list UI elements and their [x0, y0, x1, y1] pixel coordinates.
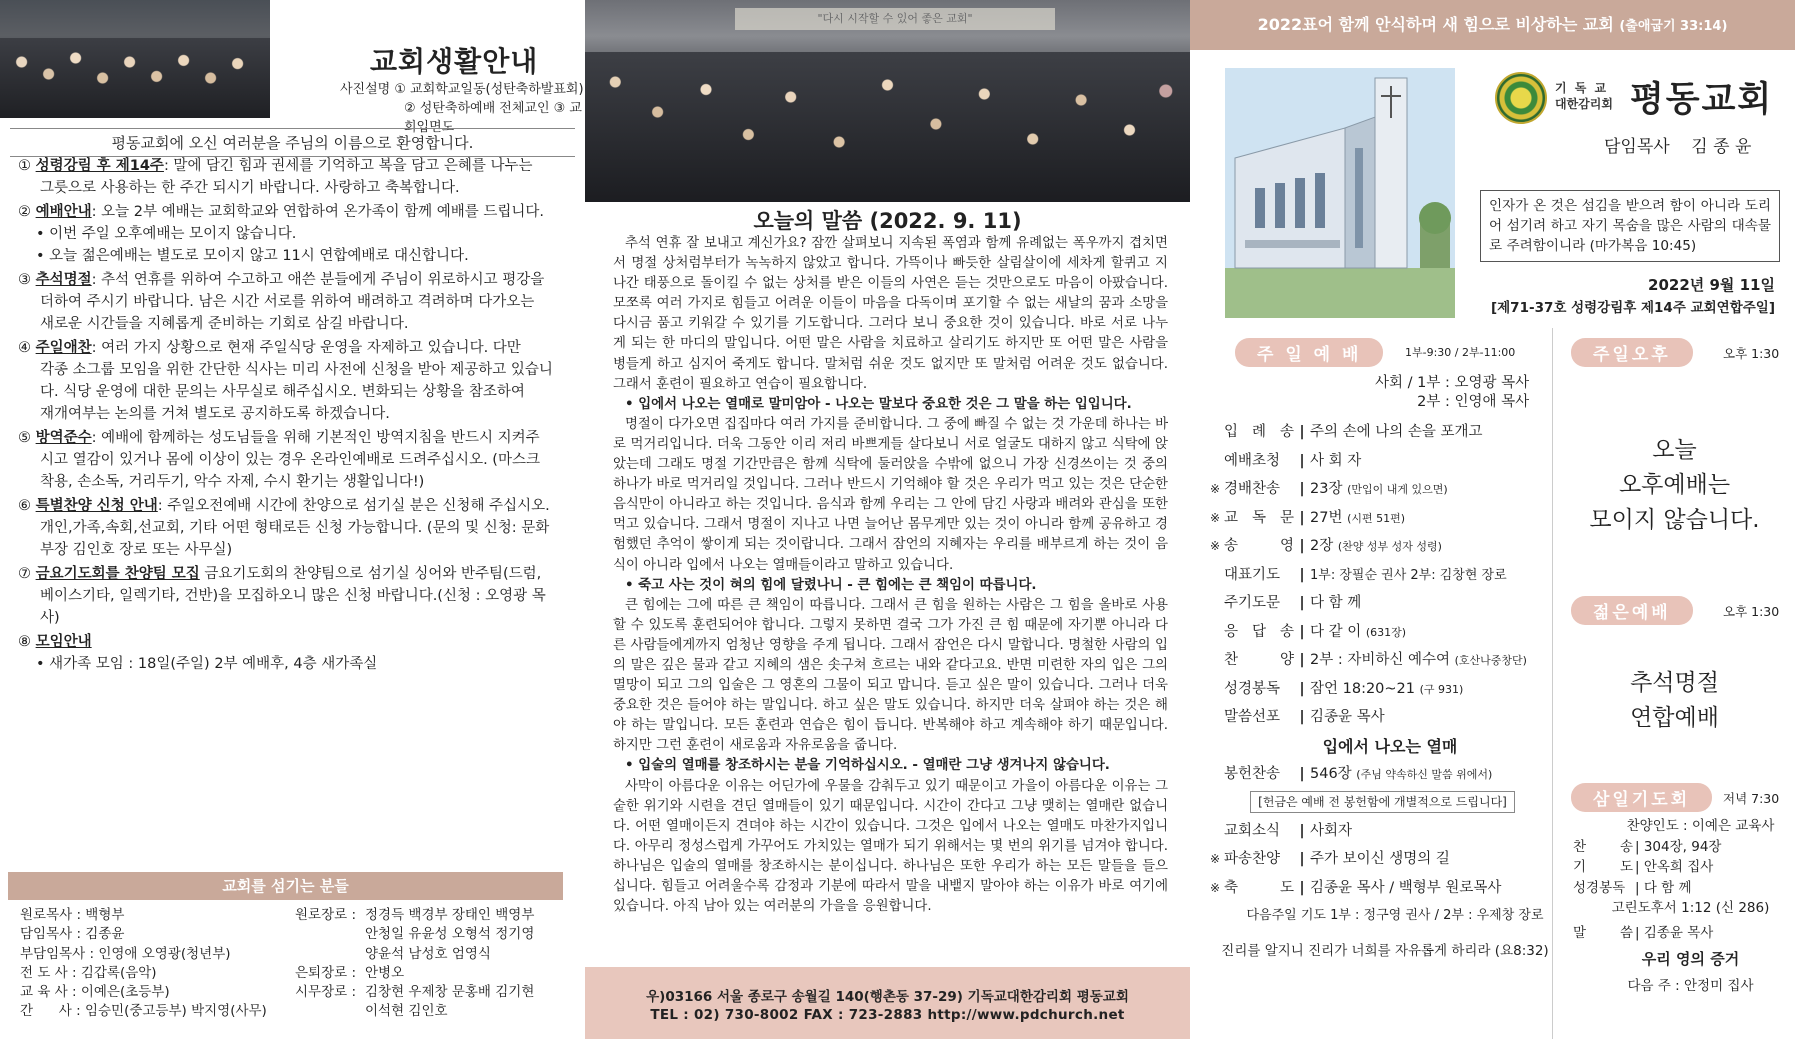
elders-row: 양윤석 남성호 엄영식 [365, 945, 491, 962]
welcome-message: 평동교회에 오신 여러분을 주님의 이름으로 환영합니다. [10, 128, 575, 157]
sermon-body [613, 234, 1168, 917]
closing-verse: 진리를 알지니 진리가 너희를 자유롭게 하리라 (요8:32) [1221, 942, 1549, 959]
order-row: ※ 교 독 문 | 27번 (시편 51편) [1210, 509, 1406, 526]
sermon-paragraph: 명절이 다가오면 집집마다 여러 가지를 준비합니다. 그 중에 빠질 수 없는 것 가운데 하나는 바로 먹거리입니다. 더욱 그동안 이리 저리 바쁘게들 살다보니 서로 얼굴도 대하지 않고 식탁에 앉았는데 그래도 명절 기간만큼은 함께 식탁에 둘러앉을 수밖에 없으니 가장 신경쓰이는 것 중의 하나가 바로 먹거리일 것입니다. 그러나 반드시 기억해야 할 것은 우리가 먹고 있는 것은 단순한 음식만이 아니라고 하는 것입니다. 음식과 함께 우리는 그 안에 담긴 사랑과 배려와 관심을 또한 먹고 있습니다. 그래서 명절이 지나고 나면 늘어난 몸무게만 있는 것이 아니라 함께 공유하고 경험했던 추억이 쌓이게 되는 것이랍니다. 그래서 잠언의 지혜자는 우리를 배부르게 하는 것이 음식이 아니라 입에서 나오는 열매들이라고 말하고 있습니다. [613, 416, 1168, 573]
staff-list-left [20, 906, 267, 1022]
staff-row: 담임목사 : 김종윤 [20, 926, 125, 943]
wednesday-time: 저녁 7:30 [1723, 791, 1780, 806]
staff-row: 원로목사 : 백형부 [20, 907, 125, 923]
announcement-list [18, 155, 563, 677]
announcement-item: ④ 주일애찬: 여러 가지 상황으로 현재 주일식당 운영을 자제하고 있습니다. 다만 각종 소그룹 모임을 위한 간단한 식사는 미리 사전에 신청을 받아 제공하고 있습니 다. 식당 운영에 대한 문의는 사무실로 해주십시오. 변화되는 상황을 참조하여 재개여부는 논의를 거쳐 별도로 공지하도록 하겠습니다. [18, 340, 553, 422]
next-prayer: 다음주일 기도 1부 : 정구영 권사 / 2부 : 우제창 장로 [1246, 908, 1544, 923]
contact-footer [585, 967, 1190, 1039]
bulletin-issue: [제71-37호 성령강림후 제14주 교회연합주일] [1490, 300, 1775, 316]
service-time: 1부-9:30 / 2부-11:00 [1405, 346, 1516, 359]
photo-banner: "다시 시작할 수 있어 좋은 교회" [735, 8, 1055, 30]
order-row: 입 례 송 | 주의 손에 나의 손을 포개고 [1224, 424, 1483, 440]
sermon-title-main: 입에서 나오는 열매 [1322, 736, 1458, 756]
announcement-item: ① 성령강림 후 제14주: 말에 담긴 힘과 권세를 기억하고 복을 담고 은혜를 나누는 그릇으로 사용하는 한 주간 되시기 바랍니다. 사랑하고 축복합니다. [18, 158, 533, 196]
service-header: 주 일 예 배 [1235, 338, 1383, 367]
order-row: ※ 경배찬송 | 23장 (만입이 내게 있으면) [1210, 481, 1448, 497]
afternoon-message: 오늘 오후예배는 모이지 않습니다. [1589, 437, 1760, 533]
order-row: 예배초청 | 사 회 자 [1224, 452, 1362, 469]
denomination-logo-icon [1495, 72, 1547, 124]
staff-row: 교 육 사 : 이예은(초등부) [20, 984, 170, 1001]
order-of-worship [1210, 420, 1550, 967]
panel-sermon [585, 0, 1190, 1039]
order-row: 찬 양 | 2부 : 자비하신 예수여 (호산나중창단) [1224, 652, 1527, 668]
bulletin-date: 2022년 9월 11일 [1648, 276, 1775, 294]
announcement-item: ⑧ 모임안내 • 새가족 모임 : 18일(주일) 2부 예배후, 4층 새가족실 [18, 634, 378, 672]
scripture-verse: 인자가 온 것은 섬김을 받으려 함이 아니라 도리어 섬기려 하고 자기 목숨을 많은 사람의 대속물로 주려함이니라 (마가복음 10:45) [1480, 190, 1780, 262]
sermon-paragraph: 큰 힘에는 그에 따른 큰 책임이 따릅니다. 그래서 큰 힘을 원하는 사람은 그 힘을 올바로 사용할 수 있도록 훈련되어야 합니다. 그렇지 못하면 결국 그가 가진 큰 힘 때문에 자기뿐 아니라 다른 사람들에게까지 엄청난 영향을 주게 됩니다. 그래서 잠언은 다시 말합니다. 명철한 사람의 입의 말은 깊은 물과 같고 지혜의 샘은 솟구쳐 흐르는 내와 같다고요. 반면 미련한 자의 입은 그의 멸망이 되고 그의 입술은 그 영혼의 그물이 되고 맙니다. 듣고 싶은 말이 있습니다. 그러나 더욱 중요한 것은 들어야 하는 말입니다. 하고 싶은 말도 있습니다. 하지만 더욱 살펴야 하는 것은 해야 하는 말입니다. 모든 훈련과 연습은 힘이 듭니다. 반복해야 하고 계속해야 하기 때문입니다. 하지만 그런 훈련이 새로움과 자유로움을 줍니다. [613, 597, 1168, 754]
service-leaders: 사회 / 1부 : 오영광 목사 2부 : 인영애 목사 [1375, 375, 1530, 410]
staff-row: 전 도 사 : 김갑록(음악) [20, 964, 157, 981]
elders-row: 이석현 김인호 [365, 1003, 448, 1020]
elders-row: 원로장로 : 정경득 백경부 장태인 백영부 [295, 907, 535, 923]
sermon-title: 오늘의 말씀 (2022. 9. 11) [753, 209, 1022, 233]
elders-list [295, 906, 555, 1022]
church-name: 평동교회 [1630, 80, 1774, 120]
elders-row: 은퇴장로 : 안병오 [295, 964, 405, 981]
order-row: ※ 축 도 | 김종윤 목사 / 백형부 원로목사 [1210, 879, 1502, 896]
staff-row: 간 사 : 임승민(중고등부) 박지영(사무) [20, 1003, 267, 1020]
sermon-paragraph: 추석 연휴 잘 보내고 계신가요? 잠깐 살펴보니 지속된 폭염과 함께 유례없는 폭우까지 겹치면서 명절 상처럼부터가 녹녹하지 않았고 합니다. 가뜩이나 빠듯한 살림살이에 세차게 할퀴고 지나간 태풍으로 돌이킬 수 없는 상처를 받은 이들의 사연은 듣는 것만으로도 마음이 아팠습니다. 모쪼록 여러 가지로 힘들고 어려운 이들이 마음을 다독이며 포기할 수 없는 새날의 꿈과 소망을 다시금 품고 키워갈 수 있기를 기도합니다. 그러다 보니 중요한 것이 있습니다. 바로 서로 나누게 되는 한 마디의 말입니다. 어떤 말은 사람을 치료하고 살리기도 하지만 또 어떤 말은 사람을 병들게 하고 심지어 죽게도 합니다. 말처럼 쉬운 것도 없지만 또 말처럼 어려운 것도 없습니다. 그래서 훈련이 필요하고 연습이 필요합니다. [613, 236, 1168, 392]
elders-row: 시무장로 : 김창현 우제창 문홍배 김기현 [295, 984, 535, 1001]
order-row: 응 답 송 | 다 같 이 (631장) [1224, 623, 1407, 640]
senior-pastor: 담임목사 김 종 윤 [1604, 137, 1752, 157]
announcement-item: ③ 추석명절: 추석 연휴를 위하여 수고하고 애쓴 분들에게 주님이 위로하시고 평강을 더하여 주시기 바랍니다. 남은 시간 서로를 위하여 배려하고 격려하며 다가오는 새로운 시간들을 지혜롭게 준비하는 기회로 삼길 바랍니다. [18, 272, 545, 332]
side-services [1552, 328, 1795, 1039]
wednesday-order: 찬양인도 : 이예은 교육사 찬 송 | 304장, 94장 기 도 | 안옥희 집사 성경봉독 | 다 함 께 고린도후서 1:12 (신 286) 말 씀 | 김종윤 목사 우리 영의 증거 다음 주 : 안정미 집사 [1573, 818, 1775, 994]
announcement-item: ② 예배안내: 오늘 2부 예배는 교회학교와 연합하여 온가족이 함께 예배를 드립니다. • 이번 주일 오후예배는 모이지 않습니다. • 오늘 젊은예배는 별도로 모이지 않고 11시 연합예배로 대신합니다. [18, 204, 545, 264]
announcement-item: ⑦ 금요기도회를 찬양팀 모집 금요기도회의 찬양팀으로 섬기실 싱어와 반주팀(드럼, 베이스기타, 일렉기타, 건반)을 모집하오니 많은 신청 바랍니다.(신청 : 오영광 목사) [18, 566, 546, 626]
order-row: 대표기도 | 1부: 장필순 권사 2부: 김창현 장로 [1224, 566, 1507, 583]
sermon-heading: • 입술의 열매를 창조하시는 분을 기억하십시오. - 열매란 그냥 생겨나지 않습니다. [625, 758, 1110, 774]
church-contact[interactable]: TEL : 02) 730-8002 FAX : 723-2883 http://www.pdchurch.net [650, 1007, 1125, 1023]
order-row: 봉헌찬송 | 546장 (주님 약속하신 말씀 위에서) [1224, 766, 1493, 782]
afternoon-time: 오후 1:30 [1723, 346, 1780, 361]
order-row: 말씀선포 | 김종윤 목사 [1224, 709, 1385, 725]
order-row: ※ 송 영 | 2장 (찬양 성부 성자 성령) [1210, 538, 1442, 554]
announcement-item: ⑤ 방역준수: 예배에 함께하는 성도님들을 위해 기본적인 방역지침을 반드시 지켜주 시고 열감이 있거나 몸에 이상이 있는 경우 온라인예배로 드려주십시오. (마스크 착용, 손소독, 거리두기, 악수 자제, 수시 환기는 생활입니다!) [18, 430, 540, 490]
young-service-header: 젊은예배 [1571, 596, 1693, 625]
offering-note: [헌금은 예배 전 봉헌함에 개별적으로 드립니다] [1250, 791, 1515, 813]
wednesday-header: 삼일기도회 [1571, 783, 1712, 812]
panel-church-life [0, 0, 585, 1039]
elders-row: 안청일 유윤성 오형석 정기영 [365, 926, 535, 943]
church-address: 우)03166 서울 종로구 송월길 140(행촌동 37-29) 기독교대한감리회 평동교회 [646, 989, 1129, 1005]
staff-header: 교회를 섬기는 분들 [8, 872, 563, 900]
afternoon-header: 주일오후 [1571, 338, 1693, 367]
young-service-message: 추석명절 연합예배 [1630, 670, 1719, 731]
sermon-heading: • 입에서 나오는 열매로 말미암아 - 나오는 말보다 중요한 것은 그 말을 하는 입입니다. [625, 396, 1132, 412]
denomination-name: 기 독 교 대한감리회 [1555, 81, 1613, 111]
congregation-photo [585, 0, 1190, 202]
sunday-service [1190, 328, 1552, 1039]
young-service-time: 오후 1:30 [1723, 604, 1780, 619]
order-row: 주기도문 | 다 함 께 [1224, 595, 1362, 611]
panel-title: 교회생활안내 [370, 45, 539, 78]
staff-row: 부담임목사 : 인영애 오영광(청년부) [20, 945, 231, 962]
panel-cover [1190, 0, 1795, 1039]
annual-motto: 2022표어 함께 안식하며 새 힘으로 비상하는 교회 (출애굽기 33:14) [1190, 0, 1795, 50]
crowd-image [0, 38, 270, 118]
order-row: 성경봉독 | 잠언 18:20~21 (구 931) [1224, 680, 1464, 697]
crowd-image [585, 52, 1190, 202]
caption-line-1: 사진설명 ① 교회학교일동(성탄축하발표회) [340, 82, 584, 97]
caption-line-2: ② 성탄축하예배 전체교인 ③ 교회입면도 [404, 101, 582, 135]
church-building-illustration [1225, 68, 1455, 318]
order-row: ※ 파송찬양 | 주가 보이신 생명의 길 [1210, 851, 1450, 867]
announcement-item: ⑥ 특별찬양 신청 안내: 주일오전예배 시간에 찬양으로 섬기실 분은 신청해 주십시오. 개인,가족,속회,선교회, 기타 어떤 형태로든 신청 가능합니다. (문의 및 신청: 문화 부장 김인호 장로 또는 사무실) [18, 498, 550, 558]
order-row: 교회소식 | 사회자 [1224, 822, 1353, 839]
sermon-heading: • 죽고 사는 것이 혀의 힘에 달렸나니 - 큰 힘에는 큰 책임이 따릅니다. [625, 577, 1037, 593]
sermon-paragraph: 사막이 아름다운 이유는 어딘가에 우물을 감춰두고 있기 때문이고 가을이 아름다운 이유는 그 숱한 위기와 시련을 견딘 열매들이 있기 때문입니다. 시간이 간다고 그냥 맺히는 열매란 없습니다. 어떤 열매이든지 견뎌야 하는 시간이 있습니다. 그것은 입에서 나오는 열매도 마찬가지입니다. 아무리 정성스럽게 가꾸어도 가치있는 열매가 되기 위해서는 몇 번의 위기를 넘겨야 합니다. 하나님은 입술의 열매를 창조하시는 분이십니다. 하나님은 또한 우리가 하는 모든 말들을 들으십니다. 힘들고 어려울수록 감정과 기분에 따라서 말을 내뱉지 말아야 하는 이유가 바로 여기에 있습니다. 아직 남아 있는 여러분의 가을을 응원합니다. [613, 778, 1168, 915]
sunday-school-photo [0, 0, 270, 118]
